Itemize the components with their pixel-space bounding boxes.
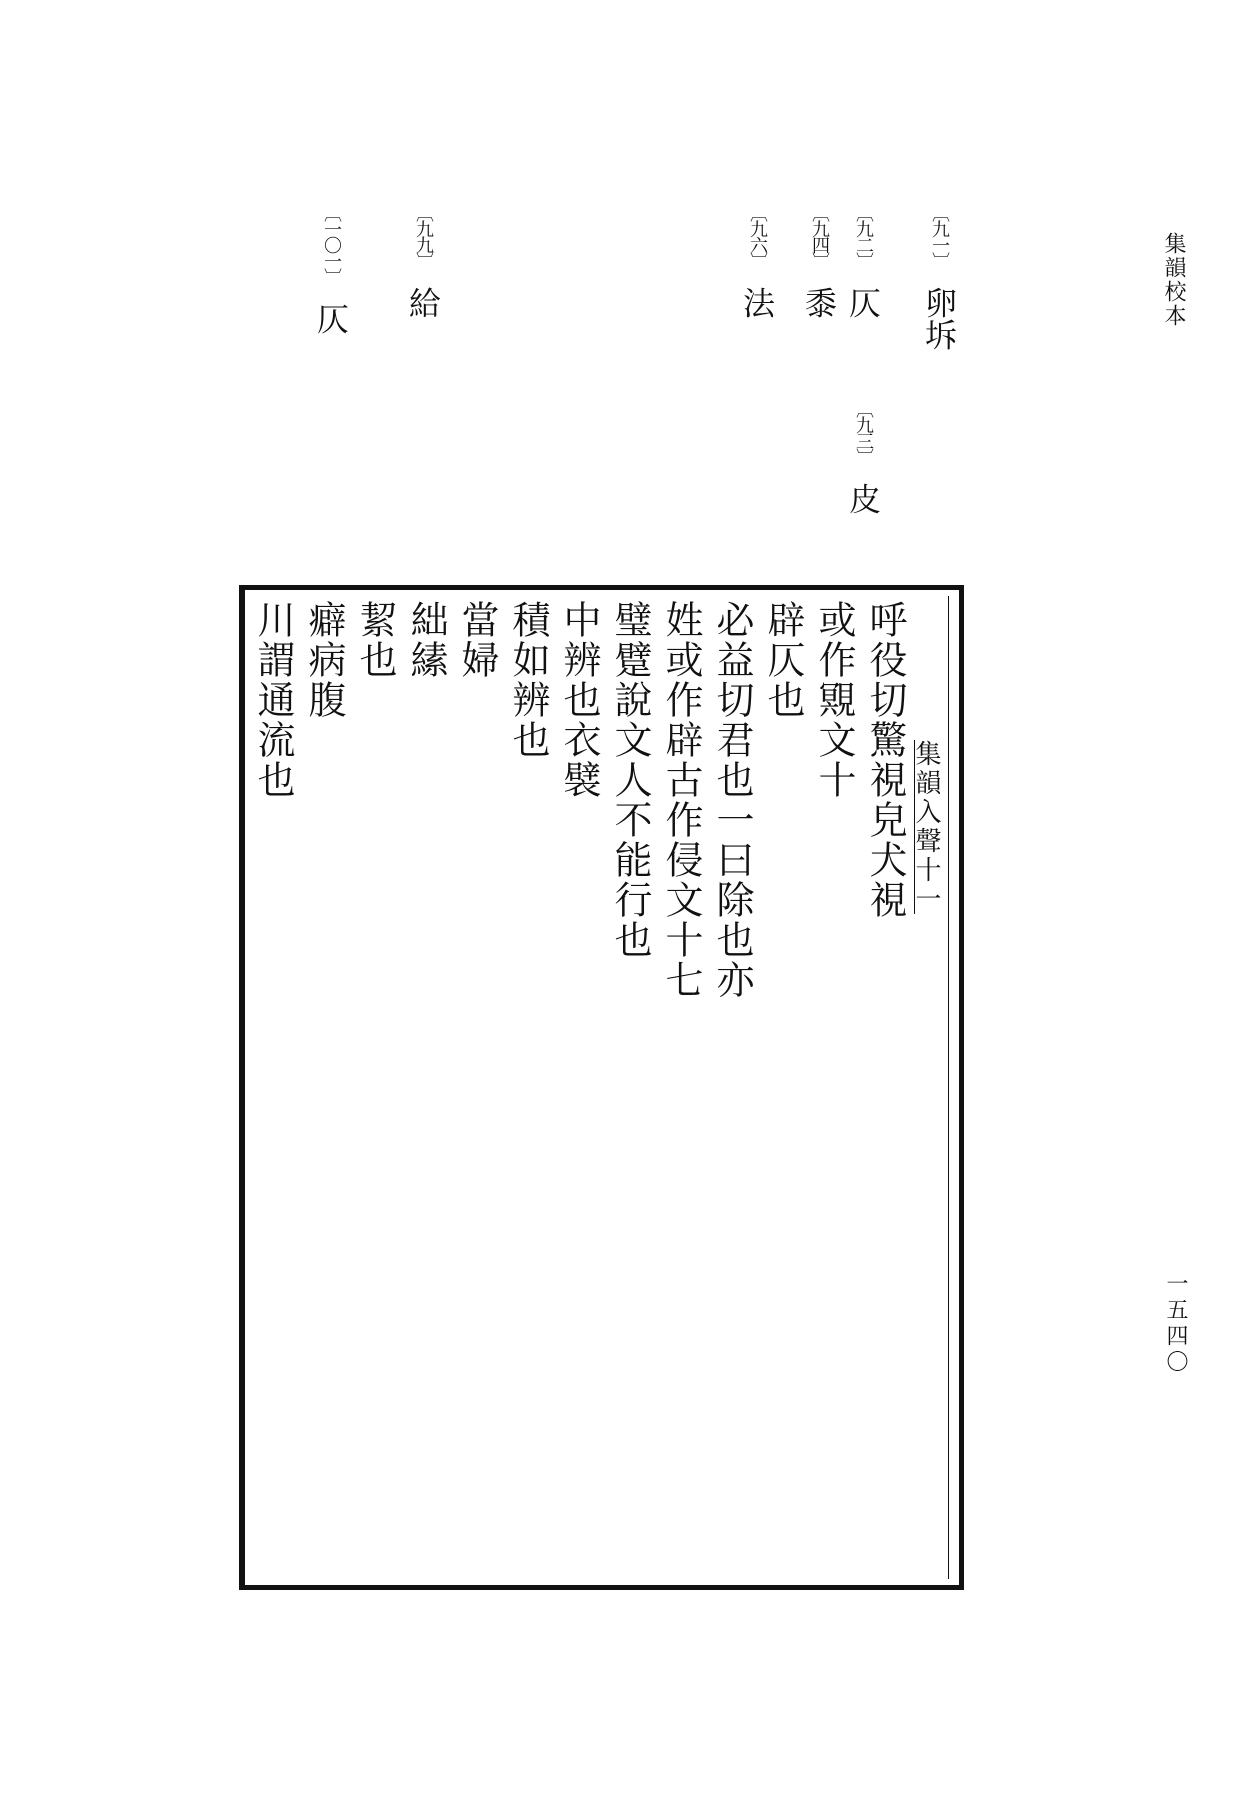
- note-text: 皮: [844, 482, 882, 515]
- note-number: 〔一〇一〕: [321, 204, 342, 284]
- text-column: 姓或作辟古作侵文十七: [659, 600, 703, 1000]
- editorial-note: [734, 204, 780, 318]
- text-column: 積如辨也: [506, 600, 550, 760]
- text-columns: [251, 600, 907, 1575]
- text-column: 當婦: [455, 600, 499, 680]
- editorial-note: [796, 204, 842, 318]
- text-column: 或作覭文十: [812, 600, 856, 800]
- text-column: 絜也: [353, 600, 397, 680]
- editorial-note: [916, 204, 962, 350]
- margin-strip: 集韻入聲十一: [914, 740, 945, 914]
- book-title: 集韻校本: [1161, 232, 1186, 328]
- note-text: 仄: [312, 302, 350, 335]
- text-column: 呼役切驚視皃犬視: [863, 600, 907, 920]
- note-number: 〔九六〕: [747, 204, 768, 268]
- text-column: 絀縤: [404, 600, 448, 680]
- page-number: 一五四〇: [1163, 1272, 1188, 1376]
- note-number: 〔九一〕: [929, 204, 950, 268]
- editorial-note: [308, 204, 354, 334]
- note-text: 卵坼: [920, 286, 958, 351]
- note-text: 黍: [800, 286, 838, 319]
- text-column: 川謂通流也: [251, 600, 295, 800]
- editorial-note: [840, 204, 886, 318]
- text-column: 必益切君也一曰除也亦: [710, 600, 754, 1000]
- note-text: 法: [738, 286, 776, 319]
- note-number: 〔九二〕: [853, 204, 874, 268]
- note-number: 〔九三〕: [853, 400, 874, 464]
- text-column: 辟仄也: [761, 600, 805, 720]
- text-column: 璧躄說文人不能行也: [608, 600, 652, 960]
- note-number: 〔九九〕: [413, 204, 434, 268]
- note-number: 〔九四〕: [809, 204, 830, 268]
- text-frame: [239, 585, 964, 1590]
- editorial-note: [400, 204, 446, 318]
- text-column: 癖病腹: [302, 600, 346, 720]
- note-text: 仄: [844, 286, 882, 319]
- editorial-note: [840, 400, 886, 514]
- text-column: 中辨也衣襞: [557, 600, 601, 800]
- note-text: 給: [404, 286, 442, 319]
